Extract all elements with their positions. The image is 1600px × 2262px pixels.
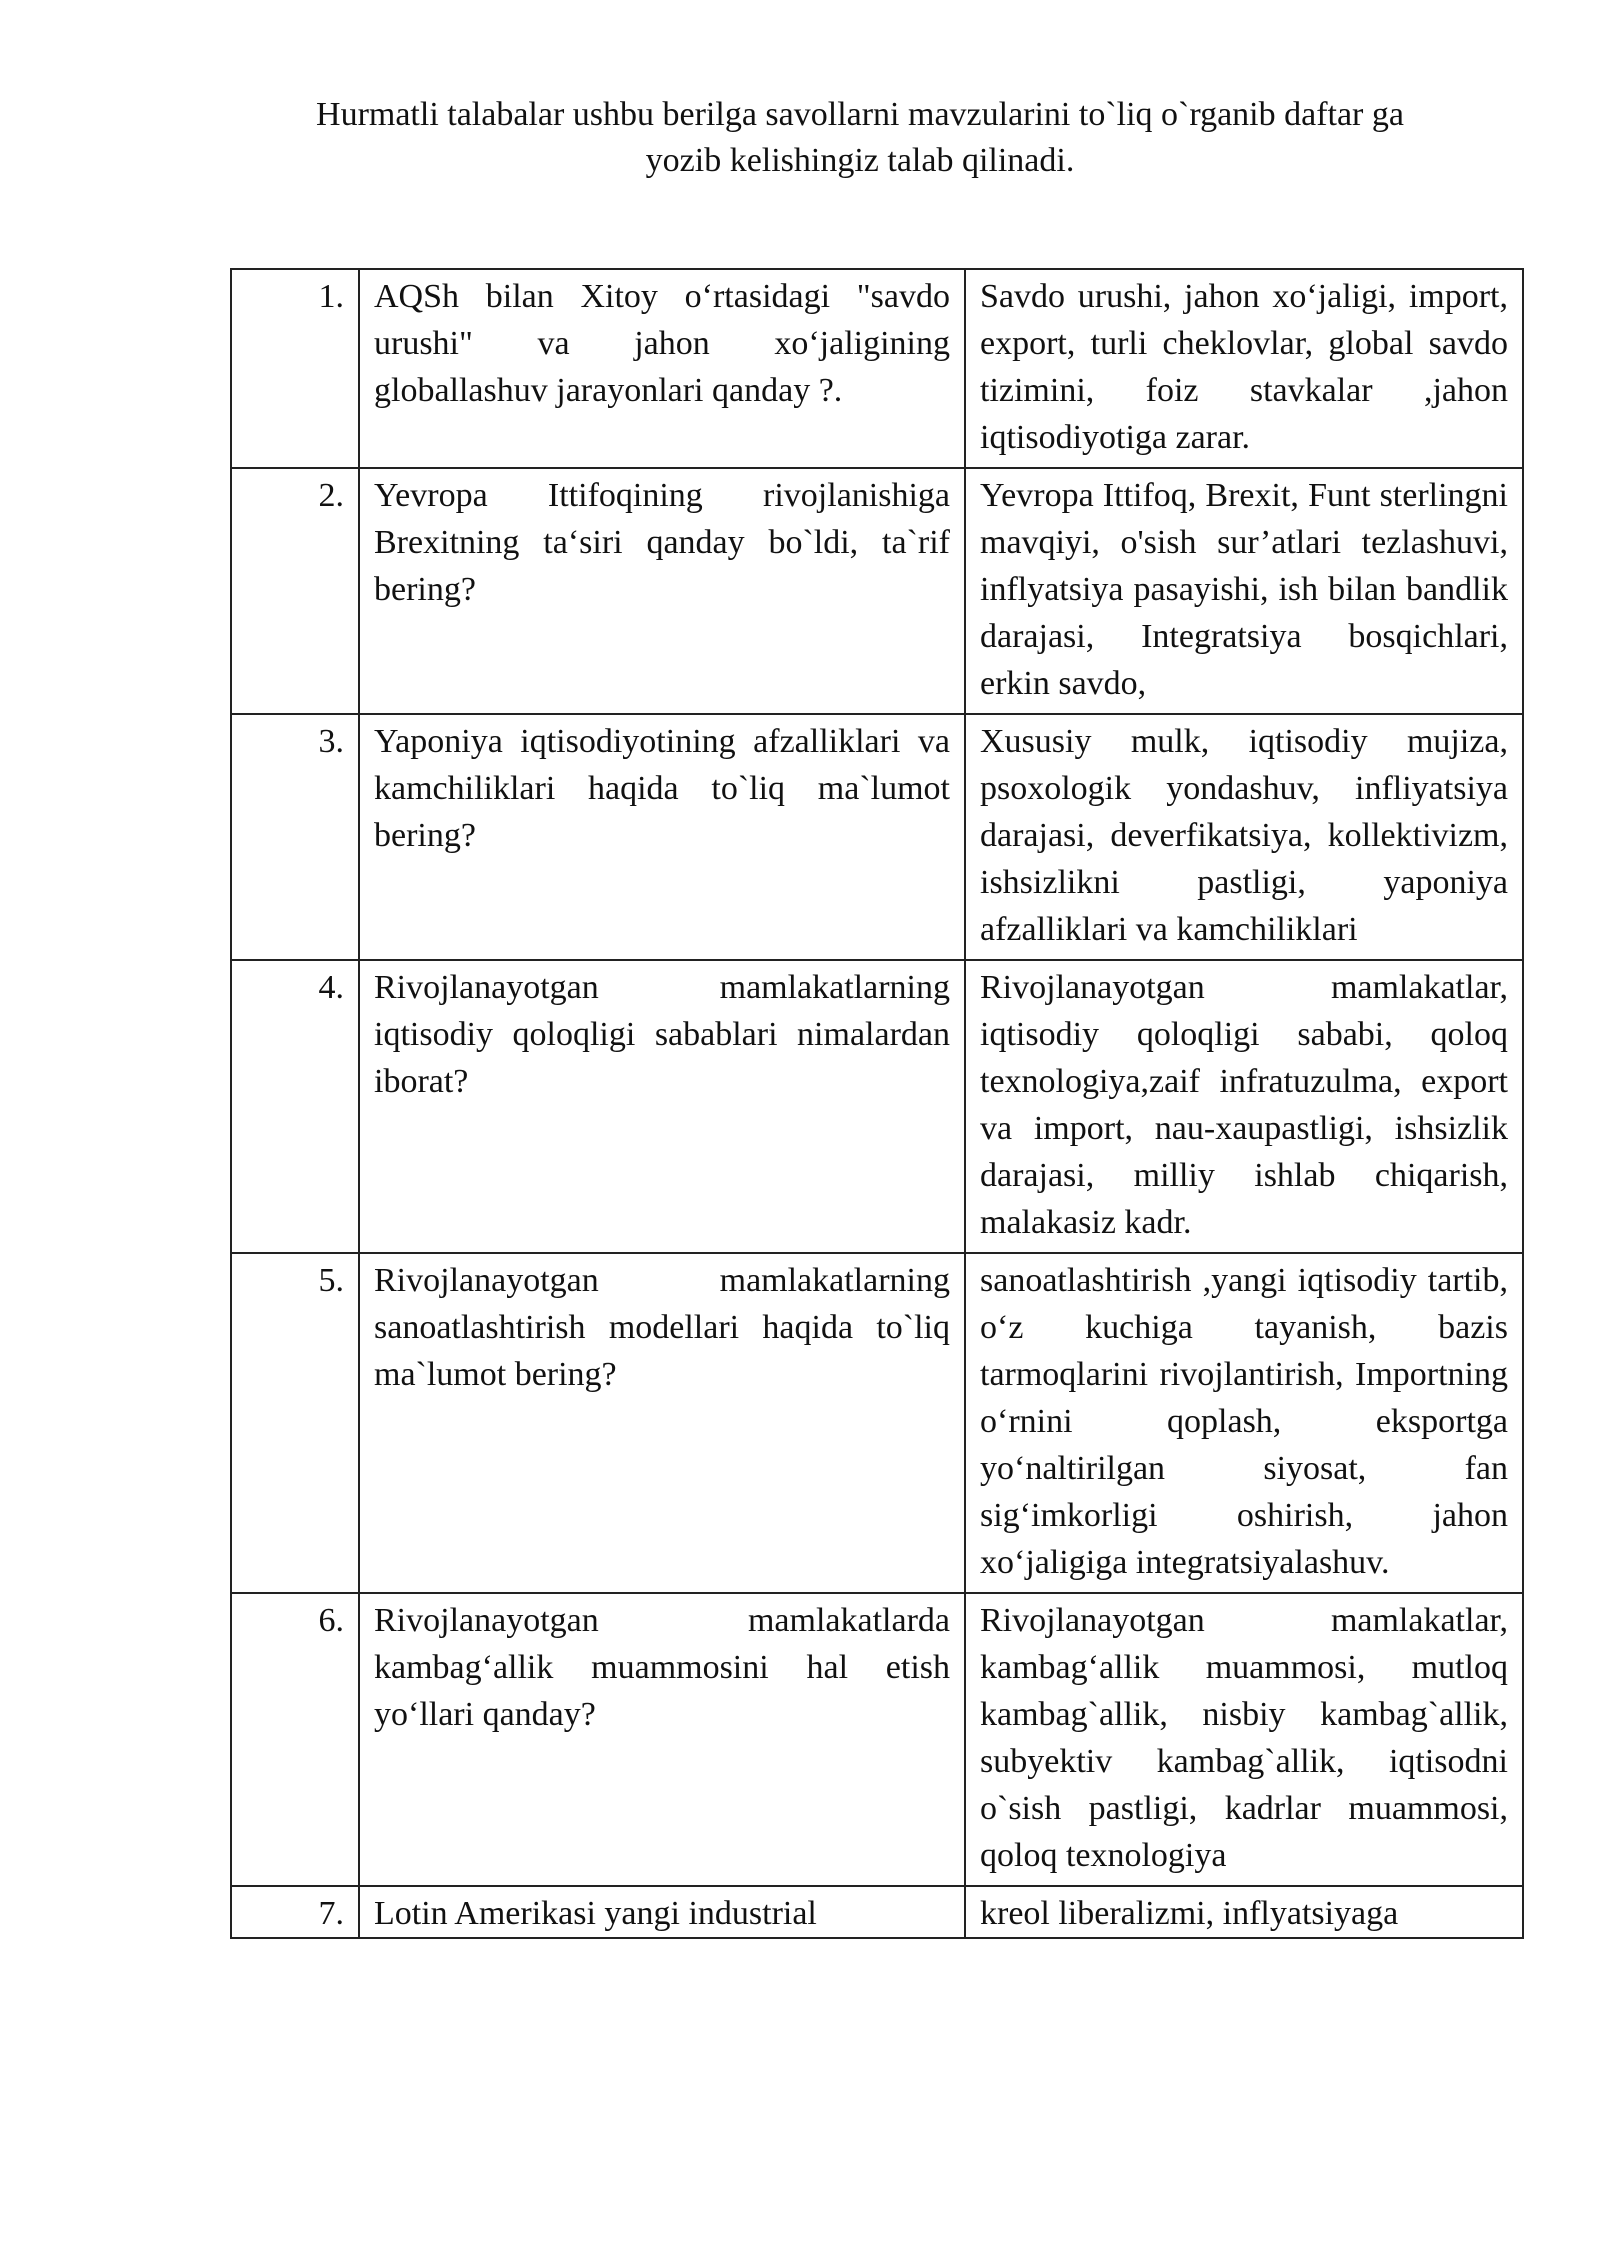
question-cell: AQSh bilan Xitoy o‘rtasidagi "savdo urushi" va jahon xo‘jaligining globallashuv jarayonlari qanday ?.: [359, 269, 965, 468]
question-cell: Yevropa Ittifoqining rivojlanishiga Brexitning ta‘siri qanday bo`ldi, ta`rif bering?: [359, 468, 965, 714]
row-number: 7.: [231, 1886, 359, 1938]
page-heading: [180, 92, 1540, 184]
row-number: 6.: [231, 1593, 359, 1886]
questions-table: [230, 268, 1524, 1939]
answer-cell: kreol liberalizmi, inflyatsiyaga: [965, 1886, 1523, 1938]
row-number: 4.: [231, 960, 359, 1253]
question-cell: Lotin Amerikasi yangi industrial: [359, 1886, 965, 1938]
answer-cell: Rivojlanayotgan mamlakatlar, kambag‘allik muammosi, mutloq kambag`allik, nisbiy kambag`allik, subyektiv kambag`allik, iqtisodni o`sish pastligi, kadrlar muammosi, qoloq texnologiya: [965, 1593, 1523, 1886]
question-cell: Rivojlanayotgan mamlakatlarning iqtisodiy qoloqligi sabablari nimalardan iborat?: [359, 960, 965, 1253]
table-row: [231, 1593, 1523, 1886]
answer-cell: sanoatlashtirish ,yangi iqtisodiy tartib, o‘z kuchiga tayanish, bazis tarmoqlarini rivojlantirish, Importning o‘rnini qoplash, eksportga yo‘naltirilgan siyosat, fan sig‘imkorligi oshirish, jahon xo‘jaligiga integratsiyalashuv.: [965, 1253, 1523, 1593]
table-row: [231, 960, 1523, 1253]
table-row: [231, 269, 1523, 468]
row-number: 5.: [231, 1253, 359, 1593]
row-number: 1.: [231, 269, 359, 468]
answer-cell: Savdo urushi, jahon xo‘jaligi, import, export, turli cheklovlar, global savdo tizimini, foiz stavkalar ,jahon iqtisodiyotiga zarar.: [965, 269, 1523, 468]
table-row: [231, 1886, 1523, 1938]
table-row: [231, 714, 1523, 960]
answer-cell: Yevropa Ittifoq, Brexit, Funt sterlingni mavqiyi, o'sish sur’atlari tezlashuvi, inflyatsiya pasayishi, ish bilan bandlik darajasi, Integratsiya bosqichlari, erkin savdo,: [965, 468, 1523, 714]
answer-cell: Rivojlanayotgan mamlakatlar, iqtisodiy qoloqligi sababi, qoloq texnologiya,zaif infratuzulma, export va import, nau-xaupastligi, ishsizlik darajasi, milliy ishlab chiqarish, malakasiz kadr.: [965, 960, 1523, 1253]
heading-line-2: yozib kelishingiz talab qilinadi.: [645, 142, 1075, 179]
question-cell: Rivojlanayotgan mamlakatlarning sanoatlashtirish modellari haqida to`liq ma`lumot bering?: [359, 1253, 965, 1593]
question-cell: Rivojlanayotgan mamlakatlarda kambag‘allik muammosini hal etish yo‘llari qanday?: [359, 1593, 965, 1886]
table-row: [231, 468, 1523, 714]
question-cell: Yaponiya iqtisodiyotining afzalliklari va kamchiliklari haqida to`liq ma`lumot bering?: [359, 714, 965, 960]
answer-cell: Xususiy mulk, iqtisodiy mujiza, psoxologik yondashuv, infliyatsiya darajasi, deverfikatsiya, kollektivizm, ishsizlikni pastligi, yaponiya afzalliklari va kamchiliklari: [965, 714, 1523, 960]
heading-line-1: Hurmatli talabalar ushbu berilga savollarni mavzularini to`liq o`rganib daftar ga: [316, 96, 1404, 133]
table-row: [231, 1253, 1523, 1593]
row-number: 3.: [231, 714, 359, 960]
row-number: 2.: [231, 468, 359, 714]
